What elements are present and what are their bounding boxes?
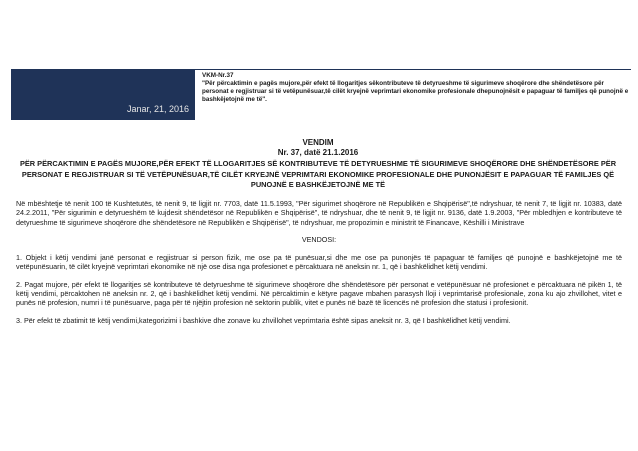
paragraph-3: 3. Për efekt të zbatimit të këtij vendimi,kategorizimi i bashkive dhe zonave ku zhvillohet veprimtaria është sipas aneksit nr. 3, që I bashkëlidhet këtij vendimi. — [16, 315, 511, 325]
decision-title-block — [14, 138, 622, 191]
decision-word: VENDOSI: — [301, 234, 337, 244]
decision-number: Nr. 37, datë 21.1.2016 — [277, 148, 359, 157]
decision-reference: VKM-Nr.37 — [202, 72, 234, 79]
decision-body — [16, 199, 622, 333]
paragraph-2: 2. Pagat mujore, për efekt të llogaritjes së kontributeve të detyrueshme të sigurimeve shoqërore dhe shëndetësore për personat e vetëpunësuar në profesionet e përcaktuara në pikën 1, të këtij vendimi, përcaktohen në aneksin nr. 2, që i bashkëlidhet këtij vendimi. Në përcaktimin e këtyre pagave mbahen parasysh lloji i veprimtarisë profesionale, zona ku ajo zhvillohet, vitet e punës në profesion, numri i të punësuarve, paga për të njëjtin profesion në sektorin publik, vitet e punës në bazë të licencës në profesion dhe statusi i profesionit. — [16, 279, 622, 308]
paragraph-1: 1. Objekt i këtij vendimi janë personat e regjistruar si person fizik, me ose pa të punësuar,si dhe me ose pa punonjës të papaguar të familjes që punojnë e bashkëjetojnë me të vetëpunësuarin, të cilët kryejnë veprimtari ekonomike në një ose disa nga profesionet e përcaktuara në aneksin nr. 1, që i bashkëlidhet këtij vendimi. — [16, 253, 622, 272]
header-date: Janar, 21, 2016 — [126, 104, 189, 114]
header-reference-block — [202, 72, 630, 104]
decision-title: PËR PËRCAKTIMIN E PAGËS MUJORE,PËR EFEKT TË LLOGARITJES SË KONTRIBUTEVE TË DETYRUESHME TË SIGURIMEVE SHOQËRORE DHE SHËNDETËSORE PËR PERSONAT E REGJISTRUAR SI TË VETËPUNËSUAR,TË CILËT KRYEJNË VEPRIMTARI EKONOMIKE PROFESIONALE DHE PUNONJËSIT E PAPAGUAR TË FAMILJES QË PUNOJNË E BASHKËJETOJNË ME TË — [19, 159, 617, 189]
decision-subject: "Për përcaktimin e pagës mujore,për efekt të llogaritjes sëkontributeve të detyrueshme të sigurimeve shoqërore dhe shëndetësore për personat e regjistruar si të vetëpunësuar,të cilët kryejnë veprimtari ekonomike profesionale dhepunojnësit e papaguar të familjes që punojnë e bashkëjetojnë me të". — [202, 80, 629, 103]
preamble: Në mbështetje të nenit 100 të Kushtetutës, të nenit 9, të ligjit nr. 7703, datë 11.5.1993, "Për sigurimet shoqërore në Republikën e Shqipërisë",të ndryshuar, të nenit 7, të ligjit nr. 10383, datë 24.2.2011, "Për sigurimin e detyrueshëm të kujdesit shëndetësor në Republikën e Shqipërisë", të ndryshuar, dhe të nenit 9, të ligjit nr. 9136, datë 1.9.2003, "Për mbledhjen e kontributeve të detyrueshme të sigurimeve shoqërore dhe shëndetësore në Republikën e Shqipërisë", të ndryshuar, me propozimin e ministrit të Financave, Këshilli i Ministrave — [16, 199, 622, 227]
decision-heading: VENDIM — [302, 138, 334, 147]
header-date-band — [11, 70, 195, 120]
